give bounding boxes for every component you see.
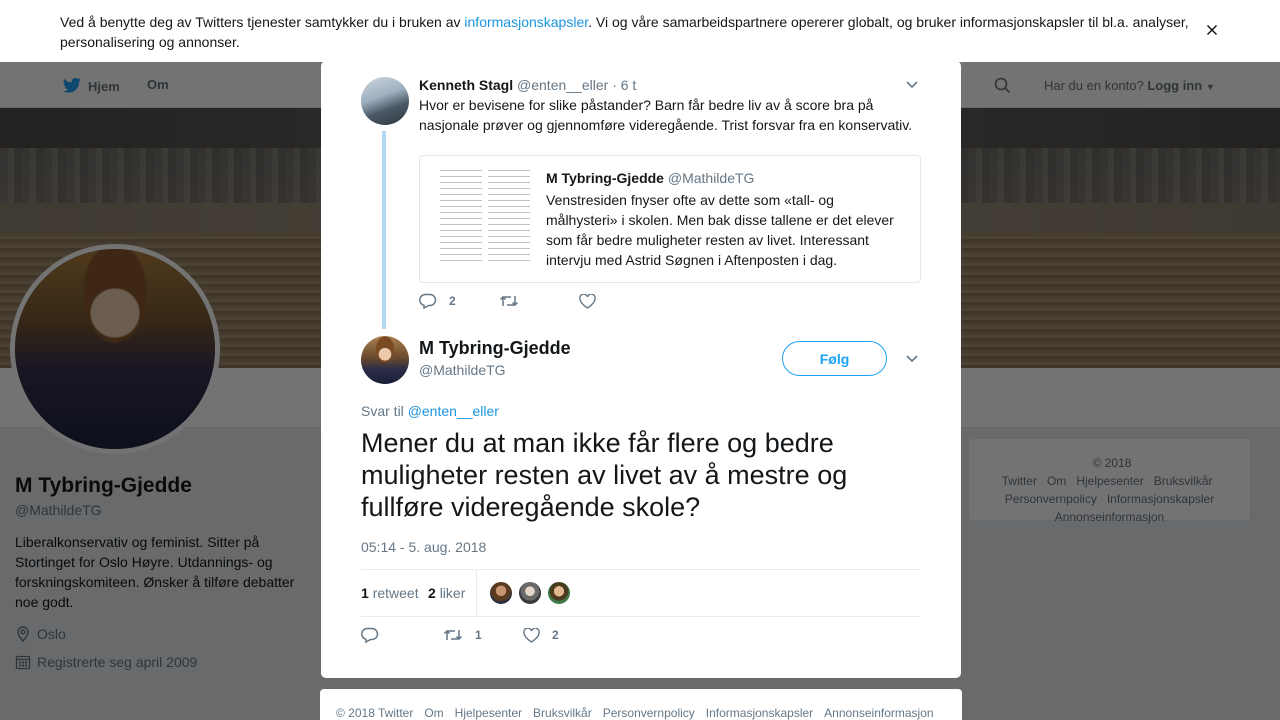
retweet-stat-count: 1 [361,585,369,601]
cookie-text-after: . Vi og våre samarbeidspartnere opererer globalt, og bruker informasjonskapsler til bl.a. analyser, personalisering og annonser. [60,14,1189,50]
modal-footer [320,689,962,720]
context-reply-button[interactable] [419,293,499,309]
quoted-tweet-text: Venstresiden fnyser ofte av dette som «tall- og målhysteri» i skolen. Men bak disse tallene er det elever som får bedre muligheter resten av livet. Interessant intervju med Astrid Søgnen i Aftenposten i dag. [546,192,894,268]
main-tweet-actions [361,627,559,643]
footer-copyright: © 2018 Twitter [336,706,414,720]
cookie-text-before: Ved å benytte deg av Twitters tjenester samtykker du i bruken av [60,14,465,30]
reply-button[interactable] [361,627,443,643]
footer-link-privacy[interactable]: Personvernpolicy [602,706,695,720]
retweet-icon [499,294,519,308]
context-tweet-header [419,77,636,93]
main-tweet-timestamp[interactable]: 05:14 - 5. aug. 2018 [361,539,487,555]
tweet-modal [321,61,961,678]
like-stat-label: liker [439,585,466,601]
reply-to-line [361,403,499,419]
main-tweet-handle[interactable]: @MathildeTG [419,362,506,378]
reply-icon [419,293,437,309]
reply-to-label: Svar til [361,403,404,419]
retweet-icon [443,628,463,642]
modal-close-button[interactable] [1236,12,1256,37]
footer-link-help[interactable]: Hjelpesenter [454,706,523,720]
cookie-banner [0,0,1280,62]
chevron-down-icon[interactable] [906,81,918,89]
like-count: 2 [552,628,559,642]
liker-avatar[interactable] [518,581,542,605]
main-tweet-name[interactable]: M Tybring-Gjedde [419,338,571,358]
thread-connector [382,131,386,329]
footer-link-terms[interactable]: Bruksvilkår [533,706,592,720]
context-tweet-actions [419,293,596,309]
retweet-stat-label: retweet [372,585,419,601]
footer-link-ads[interactable]: Annonseinformasjon [824,706,934,720]
heart-icon [523,628,540,643]
context-tweet-name[interactable]: Kenneth Stagl [419,77,514,93]
liker-avatar[interactable] [489,581,513,605]
close-icon [1236,12,1256,32]
context-reply-count: 2 [449,294,456,308]
like-stat-count: 2 [428,585,436,601]
context-tweet-handle[interactable]: @enten__eller [517,77,609,93]
close-icon [1206,24,1218,36]
quoted-tweet-handle: @MathildeTG [667,170,755,186]
cookie-close-button[interactable] [1206,22,1218,42]
reply-icon [361,627,379,643]
quoted-tweet-name: M Tybring-Gjedde [546,170,664,186]
quoted-tweet-image [434,166,534,272]
retweet-button[interactable] [443,628,523,642]
reply-to-mention[interactable]: @enten__eller [407,403,499,419]
context-tweet-avatar[interactable] [361,77,409,125]
context-tweet-time[interactable]: · 6 t [612,77,637,93]
like-stat[interactable] [428,585,465,601]
main-tweet-text: Mener du at man ikke får flere og bedre muligheter resten av livet av å mestre og fullføre videregående skole? [361,428,848,522]
stats-divider [476,570,477,616]
chevron-down-icon[interactable] [906,355,918,363]
footer-link-about[interactable]: Om [424,706,444,720]
tweet-stats [361,569,921,617]
heart-icon [579,294,596,309]
context-like-button[interactable] [579,294,596,309]
footer-link-cookies[interactable]: Informasjonskapsler [705,706,814,720]
quoted-tweet-header [546,170,754,186]
cookie-link[interactable]: informasjonskapsler [464,14,589,30]
retweet-stat[interactable] [361,585,419,601]
liker-avatar[interactable] [547,581,571,605]
main-tweet-avatar[interactable] [361,336,409,384]
context-retweet-button[interactable] [499,294,579,308]
retweet-count: 1 [475,628,482,642]
follow-button[interactable]: Følg [782,341,887,376]
quoted-tweet[interactable] [419,155,921,283]
like-button[interactable] [523,628,559,643]
context-tweet-text: Hvor er bevisene for slike påstander? Barn får bedre liv av å score bra på nasjonale prøver og gjennomføre videregående. Trist forsvar fra en konservativ. [419,97,913,133]
